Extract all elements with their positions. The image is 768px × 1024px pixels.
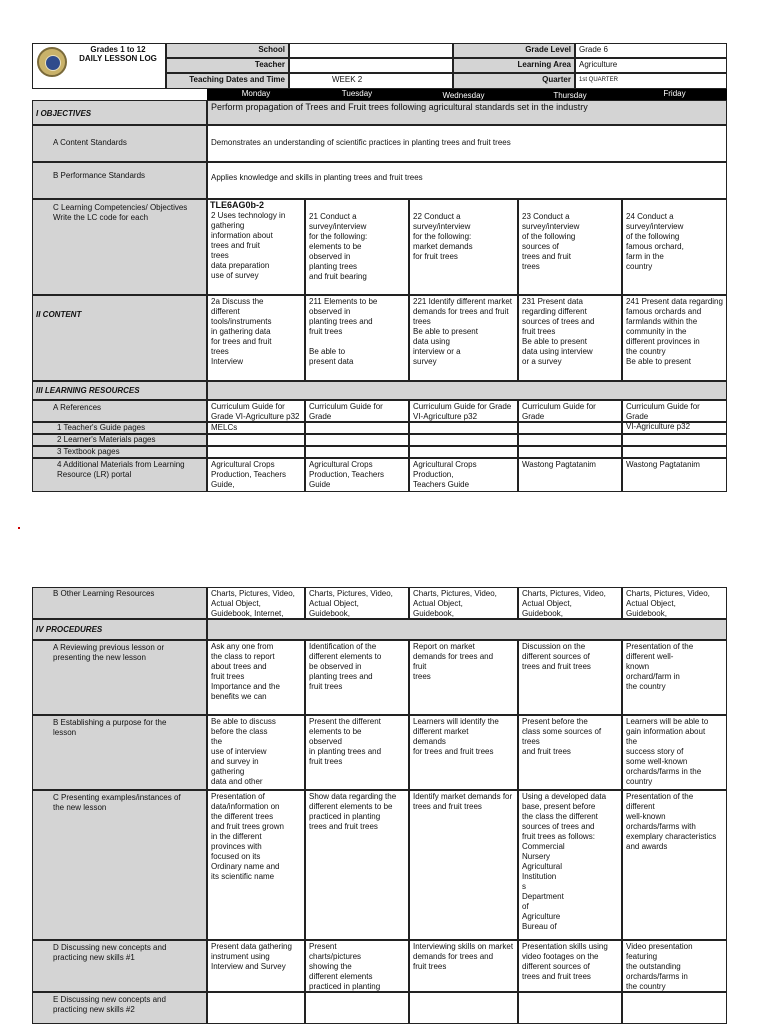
- procedure-e-tuesday: [305, 992, 409, 1024]
- quarter-field: 1st QUARTER: [575, 73, 727, 89]
- procedure-b-monday: Be able to discuss before the class the use of interview and survey in gathering data and other: [207, 715, 305, 790]
- additional-materials-label: 4 Additional Materials from Learning Resource (LR) portal: [32, 458, 207, 492]
- procedure-c-wednesday: Identify market demands for trees and fruit trees: [409, 790, 518, 940]
- procedure-d-wednesday: Interviewing skills on market demands for trees and fruit trees: [409, 940, 518, 992]
- teachers-guide-thursday: [518, 422, 622, 434]
- learners-materials-monday: [207, 434, 305, 446]
- procedure-c-tuesday: Show data regarding the different elements to be practiced in planting trees and fruit trees: [305, 790, 409, 940]
- procedures-heading-fill: [207, 619, 727, 640]
- content-standards-label: A Content Standards: [32, 125, 207, 162]
- header-title-line1: Grades 1 to 12: [90, 45, 146, 54]
- competency-friday: 24 Conduct a survey/interview of the following famous orchard, farm in the country: [622, 199, 727, 295]
- other-resources-wednesday: Charts, Pictures, Video, Actual Object, Guidebook,: [409, 587, 518, 619]
- textbook-tuesday: [305, 446, 409, 458]
- performance-standards-label: B Performance Standards: [32, 162, 207, 199]
- reference-tuesday: Curriculum Guide for Grade: [305, 400, 409, 422]
- references-label: A References: [32, 400, 207, 422]
- teacher-label: Teacher: [166, 58, 289, 73]
- additional-materials-friday: Wastong Pagtatanim: [622, 458, 727, 492]
- procedure-e-label: E Discussing new concepts and practicing new skills #2: [32, 992, 207, 1024]
- procedure-a-friday: Presentation of the different well- known orchard/farm in the country: [622, 640, 727, 715]
- procedure-e-thursday: [518, 992, 622, 1024]
- dates-field: WEEK 2: [289, 73, 453, 89]
- content-standards-text: Demonstrates an understanding of scientific practices in planting trees and fruit trees: [207, 125, 727, 162]
- procedure-d-friday: Video presentation featuring the outstanding orchards/farms in the country: [622, 940, 727, 992]
- school-label: School: [166, 43, 289, 58]
- resources-heading-fill: [207, 381, 727, 400]
- content-monday: 2a Discuss the different tools/instruments in gathering data for trees and fruit trees Interview: [207, 295, 305, 381]
- school-field: [289, 43, 453, 58]
- additional-materials-wednesday: Agricultural Crops Production, Teachers Guide: [409, 458, 518, 492]
- reference-thursday: Curriculum Guide for Grade: [518, 400, 622, 422]
- procedure-e-wednesday: [409, 992, 518, 1024]
- procedure-e-monday: [207, 992, 305, 1024]
- textbook-thursday: [518, 446, 622, 458]
- procedure-d-tuesday: Present charts/pictures showing the different elements practiced in planting: [305, 940, 409, 992]
- competency-monday: 2 Uses technology in gathering information about trees and fruit trees data preparation use of survey: [207, 199, 305, 295]
- learners-materials-friday: [622, 434, 727, 446]
- resources-heading: III LEARNING RESOURCES: [32, 381, 207, 400]
- content-friday: 241 Present data regarding famous orchards and farmlands within the community in the different provinces in the country Be able to present: [622, 295, 727, 381]
- learners-materials-tuesday: [305, 434, 409, 446]
- stray-mark: [18, 527, 20, 529]
- procedure-d-label: D Discussing new concepts and practicing new skills #1: [32, 940, 207, 992]
- procedure-c-friday: Presentation of the different well-known orchards/farms with exemplary characteristics and awards: [622, 790, 727, 940]
- competencies-label: C Learning Competencies/ Objectives Write the LC code for each: [32, 199, 207, 295]
- procedure-b-thursday: Present before the class some sources of trees and fruit trees: [518, 715, 622, 790]
- learners-materials-label: 2 Learner's Materials pages: [32, 434, 207, 446]
- day-friday: Friday: [622, 89, 727, 99]
- procedure-c-label: C Presenting examples/instances of the new lesson: [32, 790, 207, 940]
- procedure-a-wednesday: Report on market demands for trees and fruit trees: [409, 640, 518, 715]
- teachers-guide-wednesday: [409, 422, 518, 434]
- procedure-b-label: B Establishing a purpose for the lesson: [32, 715, 207, 790]
- content-heading: II CONTENT: [32, 295, 207, 381]
- procedure-a-thursday: Discussion on the different sources of trees and fruit trees: [518, 640, 622, 715]
- reference-monday: Curriculum Guide for Grade VI-Agriculture p32: [207, 400, 305, 422]
- header-title-line2: DAILY LESSON LOG: [79, 54, 157, 63]
- learners-materials-wednesday: [409, 434, 518, 446]
- other-resources-label: B Other Learning Resources: [32, 587, 207, 619]
- day-thursday: Thursday: [518, 91, 622, 101]
- other-resources-tuesday: Charts, Pictures, Video, Actual Object, Guidebook,: [305, 587, 409, 619]
- learning-area-label: Learning Area: [453, 58, 575, 73]
- reference-friday: Curriculum Guide for Grade VI-Agriculture p32: [622, 400, 727, 422]
- procedure-a-label: A Reviewing previous lesson or presenting the new lesson: [32, 640, 207, 715]
- learning-area-field: Agriculture: [575, 58, 727, 73]
- procedure-c-thursday: Using a developed data base, present before the class the different sources of trees and fruit trees as follows: Commercial Nursery Agricultural Institution s Department of Agriculture Bureau of: [518, 790, 622, 940]
- procedure-c-monday: Presentation of data/information on the different trees and fruit trees grown in the different provinces with focused on its Ordinary name and its scientific name: [207, 790, 305, 940]
- quarter-label: Quarter: [453, 73, 575, 89]
- content-thursday: 231 Present data regarding different sources of trees and fruit trees Be able to present data using interview or a survey: [518, 295, 622, 381]
- procedure-b-wednesday: Learners will identify the different market demands for trees and fruit trees: [409, 715, 518, 790]
- teachers-guide-tuesday: [305, 422, 409, 434]
- textbook-label: 3 Textbook pages: [32, 446, 207, 458]
- additional-materials-monday: Agricultural Crops Production, Teachers Guide,: [207, 458, 305, 492]
- procedure-b-tuesday: Present the different elements to be observed in planting trees and fruit trees: [305, 715, 409, 790]
- competency-tuesday: 21 Conduct a survey/interview for the following: elements to be observed in planting trees and fruit bearing: [305, 199, 409, 295]
- procedure-e-friday: [622, 992, 727, 1024]
- other-resources-thursday: Charts, Pictures, Video, Actual Object, Guidebook,: [518, 587, 622, 619]
- competency-wednesday: 22 Conduct a survey/interview for the following: market demands for fruit trees: [409, 199, 518, 295]
- teachers-guide-friday: [622, 422, 727, 434]
- textbook-friday: [622, 446, 727, 458]
- other-resources-monday: Charts, Pictures, Video, Actual Object, Guidebook, Internet,: [207, 587, 305, 619]
- reference-wednesday: Curriculum Guide for Grade VI-Agriculture p32: [409, 400, 518, 422]
- procedure-d-monday: Present data gathering instrument using Interview and Survey: [207, 940, 305, 992]
- grade-level-field: Grade 6: [575, 43, 727, 58]
- dates-label: Teaching Dates and Time: [166, 73, 289, 89]
- content-wednesday: 221 Identify different market demands for trees and fruit trees Be able to present data using interview or a survey: [409, 295, 518, 381]
- objectives-heading: I OBJECTIVES: [32, 100, 207, 125]
- objectives-text: Perform propagation of Trees and Fruit trees following agricultural standards set in the industry: [207, 100, 727, 125]
- procedure-a-monday: Ask any one from the class to report about trees and fruit trees Importance and the benefits we can: [207, 640, 305, 715]
- teachers-guide-monday: MELCs: [207, 422, 305, 434]
- procedures-heading: IV PROCEDURES: [32, 619, 207, 640]
- performance-standards-text: Applies knowledge and skills in planting trees and fruit trees: [207, 162, 727, 199]
- learners-materials-thursday: [518, 434, 622, 446]
- grade-level-label: Grade Level: [453, 43, 575, 58]
- procedure-d-thursday: Presentation skills using video footages on the different sources of trees and fruit trees: [518, 940, 622, 992]
- textbook-monday: [207, 446, 305, 458]
- content-tuesday: 211 Elements to be observed in planting trees and fruit trees Be able to present data: [305, 295, 409, 381]
- competency-thursday: 23 Conduct a survey/interview of the following sources of trees and fruit trees: [518, 199, 622, 295]
- teacher-field: [289, 58, 453, 73]
- additional-materials-thursday: Wastong Pagtatanim: [518, 458, 622, 492]
- textbook-wednesday: [409, 446, 518, 458]
- teachers-guide-label: 1 Teacher's Guide pages: [32, 422, 207, 434]
- day-wednesday: Wednesday: [409, 91, 518, 101]
- additional-materials-tuesday: Agricultural Crops Production, Teachers Guide: [305, 458, 409, 492]
- procedure-a-tuesday: Identification of the different elements to be observed in planting trees and fruit trees: [305, 640, 409, 715]
- day-monday: Monday: [207, 89, 305, 99]
- day-tuesday: Tuesday: [305, 89, 409, 99]
- competency-code: TLE6AG0b-2: [210, 200, 265, 210]
- procedure-b-friday: Learners will be able to gain information about the success story of some well-known orchards/farms in the country: [622, 715, 727, 790]
- other-resources-friday: Charts, Pictures, Video, Actual Object, Guidebook,: [622, 587, 727, 619]
